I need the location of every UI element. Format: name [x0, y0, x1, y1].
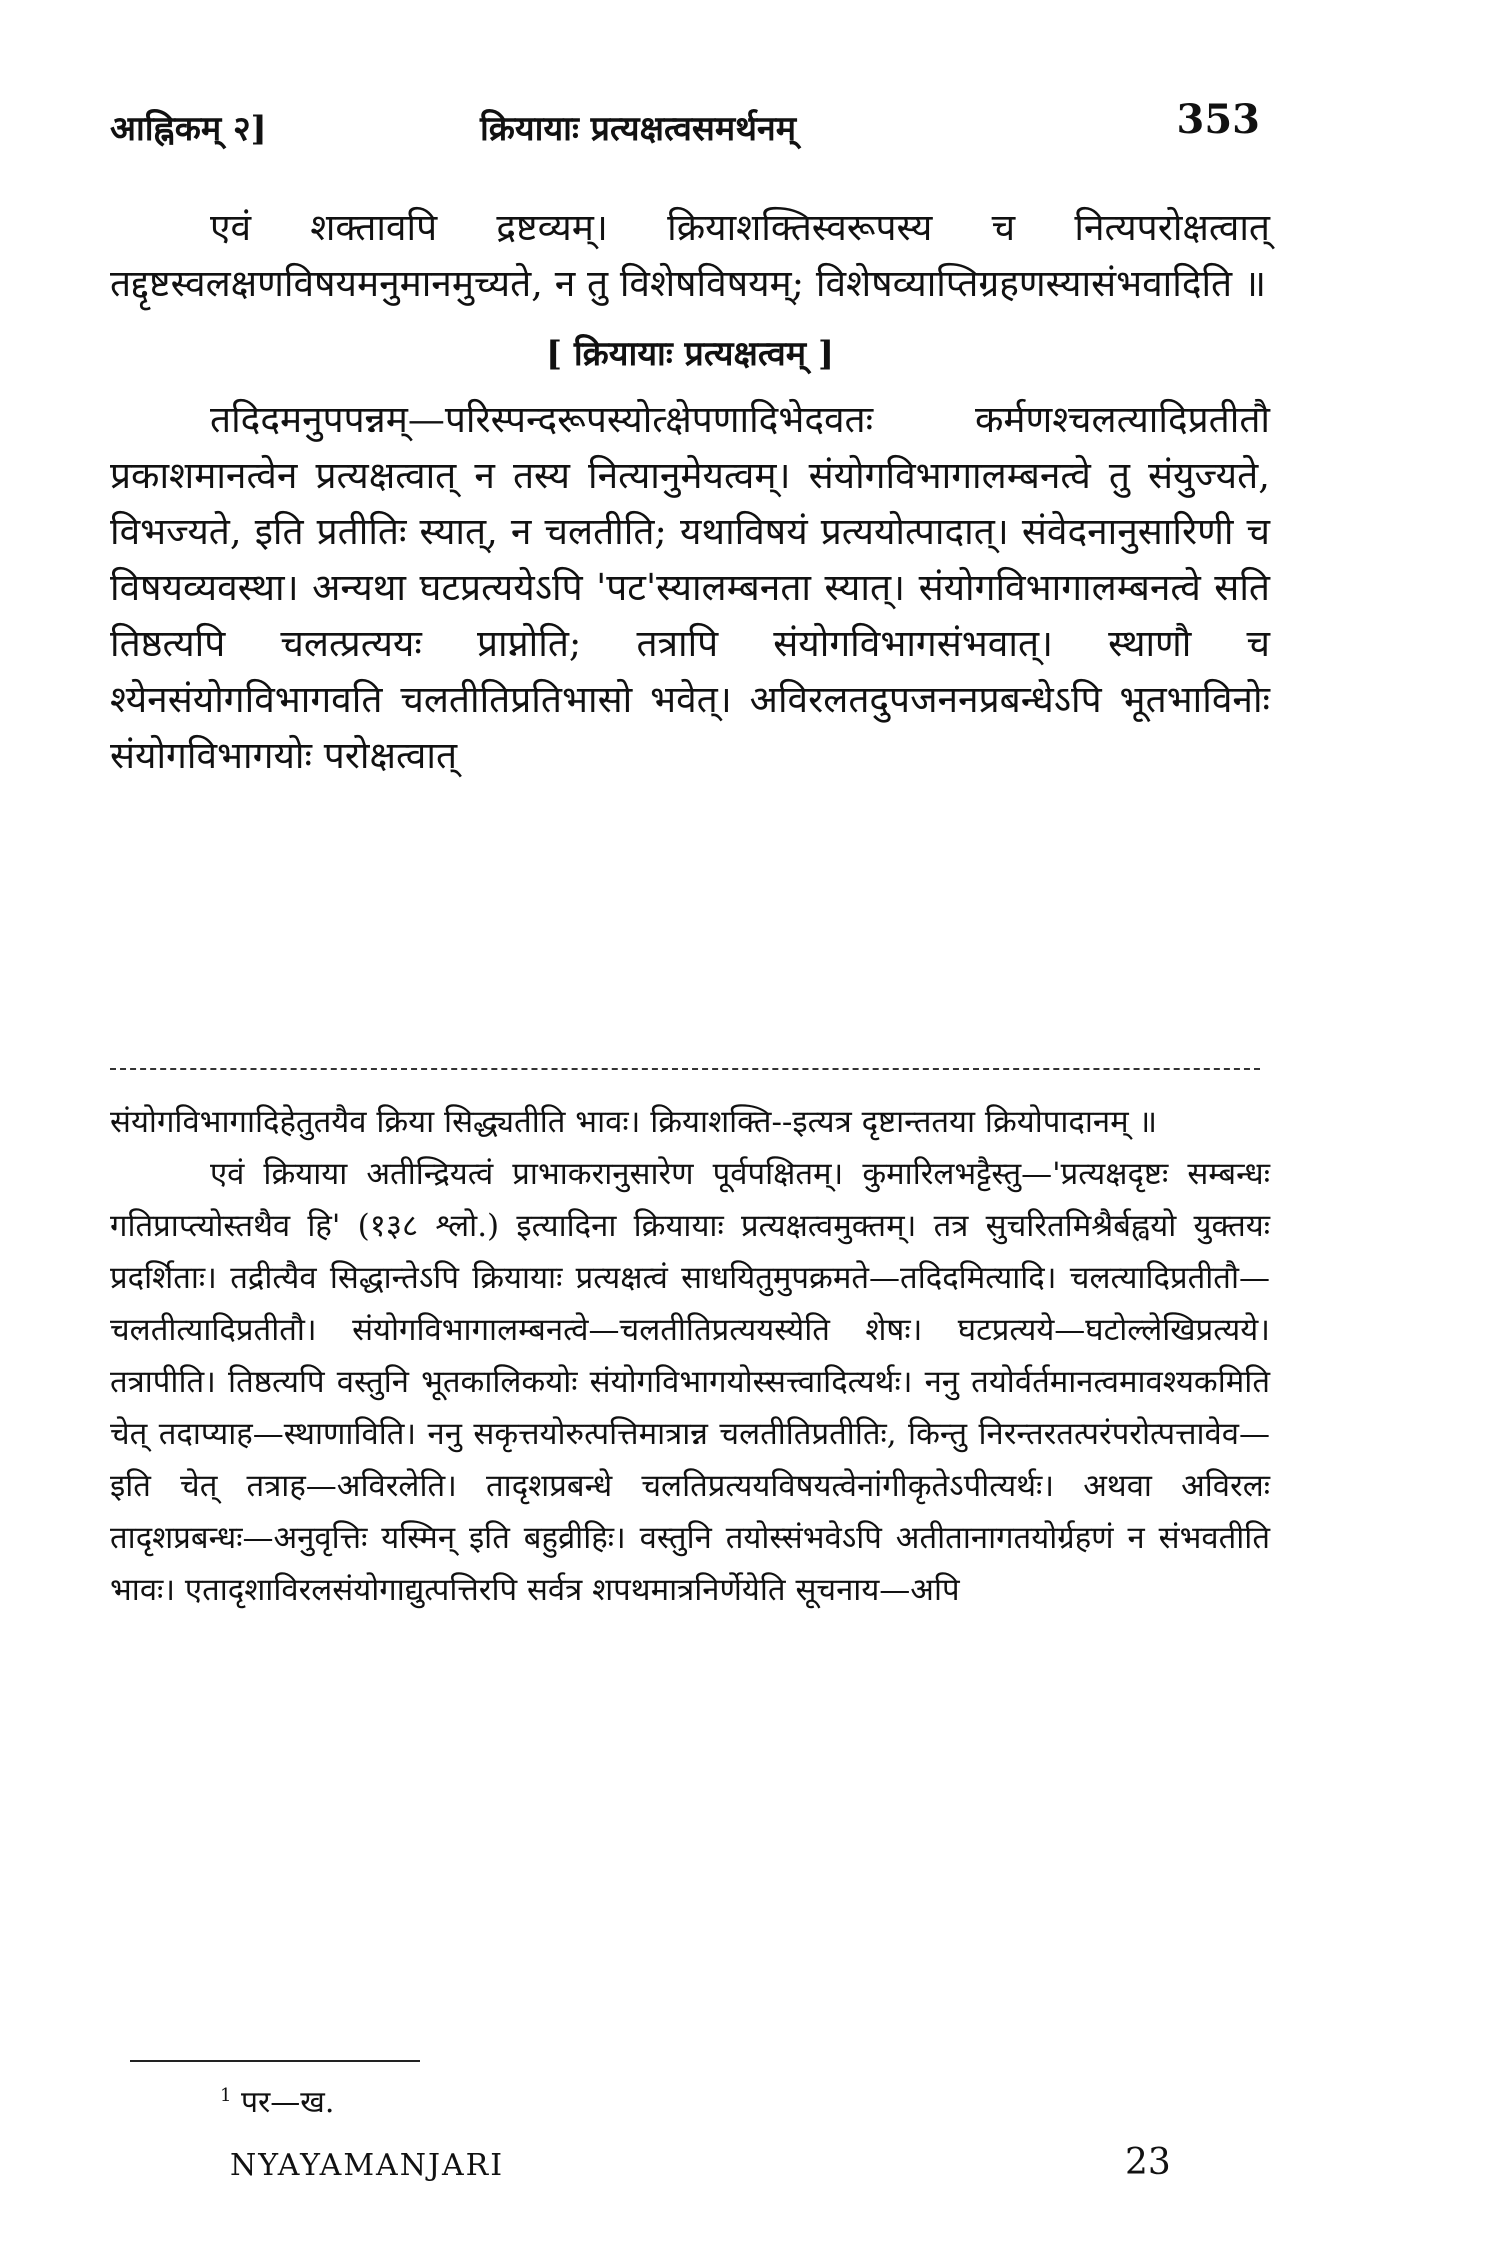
footnote-rule — [130, 2060, 420, 2062]
main-text — [110, 200, 1270, 784]
main-paragraph: तदिदमनुपपन्नम्—परिस्पन्दरूपस्योत्क्षेपणादिभेदवतः कर्मणश्चलत्यादिप्रतीतौ प्रकाशमानत्वेन प्रत्यक्षत्वात् न तस्य नित्यानुमेयत्वम्। संयोगविभागालम्बनत्वे तु संयुज्यते, विभज्यते, इति प्रतीतिः स्यात्, न चलतीति; यथाविषयं प्रत्ययोत्पादात्। संवेदनानुसारिणी च विषयव्यवस्था। अन्यथा घटप्रत्ययेऽपि 'पट'स्यालम्बनता स्यात्। संयोगविभागालम्बनत्वे सति तिष्ठत्यपि चलत्प्रत्ययः प्राप्नोति; तत्रापि संयोगविभागसंभवात्। स्थाणौ च श्येनसंयोगविभागवति चलतीतिप्रतिभासो भवेत्। अविरलतदुपजननप्रबन्धेऽपि भूतभाविनोः संयोगविभागयोः परोक्षत्वात् — [110, 398, 1270, 777]
commentary-paragraph: संयोगविभागादिहेतुतयैव क्रिया सिद्ध्यतीति भावः। क्रियाशक्ति--इत्यत्र दृष्टान्ततया क्रियोपादानम् ॥ — [110, 1104, 1158, 1140]
section-heading: [ क्रियायाः प्रत्यक्षत्वम् ] — [545, 334, 835, 374]
footer-signature-number: 23 — [1125, 2142, 1171, 2183]
header-page-number: 353 — [1176, 96, 1260, 143]
running-header — [110, 96, 1260, 156]
footer-book-title: NYAYAMANJARI — [230, 2148, 505, 2183]
commentary-paragraph: एवं क्रियाया अतीन्द्रियत्वं प्राभाकरानुसारेण पूर्वपक्षितम्। कुमारिलभट्टैस्तु—'प्रत्यक्षदृष्टः सम्बन्धः गतिप्राप्त्योस्तथैव हि' (१३८ श्लो.) इत्यादिना क्रियायाः प्रत्यक्षत्वमुक्तम्। तत्र सुचरितमिश्रैर्बह्वयो युक्तयः प्रदर्शिताः। तद्रीत्यैव सिद्धान्तेऽपि क्रियायाः प्रत्यक्षत्वं साधयितुमुपक्रमते—तदिदमित्यादि। चलत्यादिप्रतीतौ—चलतीत्यादिप्रतीतौ। संयोगविभागालम्बनत्वे—चलतीतिप्रत्ययस्येति शेषः। घटप्रत्यये—घटोल्लेखिप्रत्यये। तत्रापीति। तिष्ठत्यपि वस्तुनि भूतकालिकयोः संयोगविभागयोस्सत्त्वादित्यर्थः। ननु तयोर्वर्तमानत्वमावश्यकमिति चेत् तदाप्याह—स्थाणाविति। ननु सकृत्तयोरुत्पत्तिमात्रान्न चलतीतिप्रतीतिः, किन्तु निरन्तरतत्परंपरोत्पत्तावेव—इति चेत् तत्राह—अविरलेति। तादृशप्रबन्धे चलतिप्रत्ययविषयत्वेनांगीकृतेऽपीत्यर्थः। अथवा अविरलः तादृशप्रबन्धः—अनुवृत्तिः यस्मिन् इति बहुव्रीहिः। वस्तुनि तयोस्संभवेऽपि अतीतानागतयोर्ग्रहणं न संभवतीति भावः। एतादृशाविरलसंयोगाद्युत्पत्तिरपि सर्वत्र शपथमात्रनिर्णेयेति सूचनाय—अपि — [110, 1156, 1270, 1608]
header-chapter: आह्निकम् २] — [110, 109, 267, 149]
header-title: क्रियायाः प्रत्यक्षत्वसमर्थनम् — [480, 109, 797, 149]
commentary-text — [110, 1096, 1270, 1616]
footnote-text: पर—ख. — [241, 2085, 335, 2120]
footnote-marker: 1 — [220, 2085, 232, 2106]
commentary-divider — [110, 1068, 1260, 1070]
footnote — [220, 2080, 334, 2121]
main-paragraph: एवं शक्तावपि द्रष्टव्यम्। क्रियाशक्तिस्वरूपस्य च नित्यपरोक्षत्वात् तद्दृष्टस्वलक्षणविषयमनुमानमुच्यते, न तु विशेषविषयम्; विशेषव्याप्तिग्रहणस्यासंभवादिति ॥ — [110, 206, 1270, 305]
